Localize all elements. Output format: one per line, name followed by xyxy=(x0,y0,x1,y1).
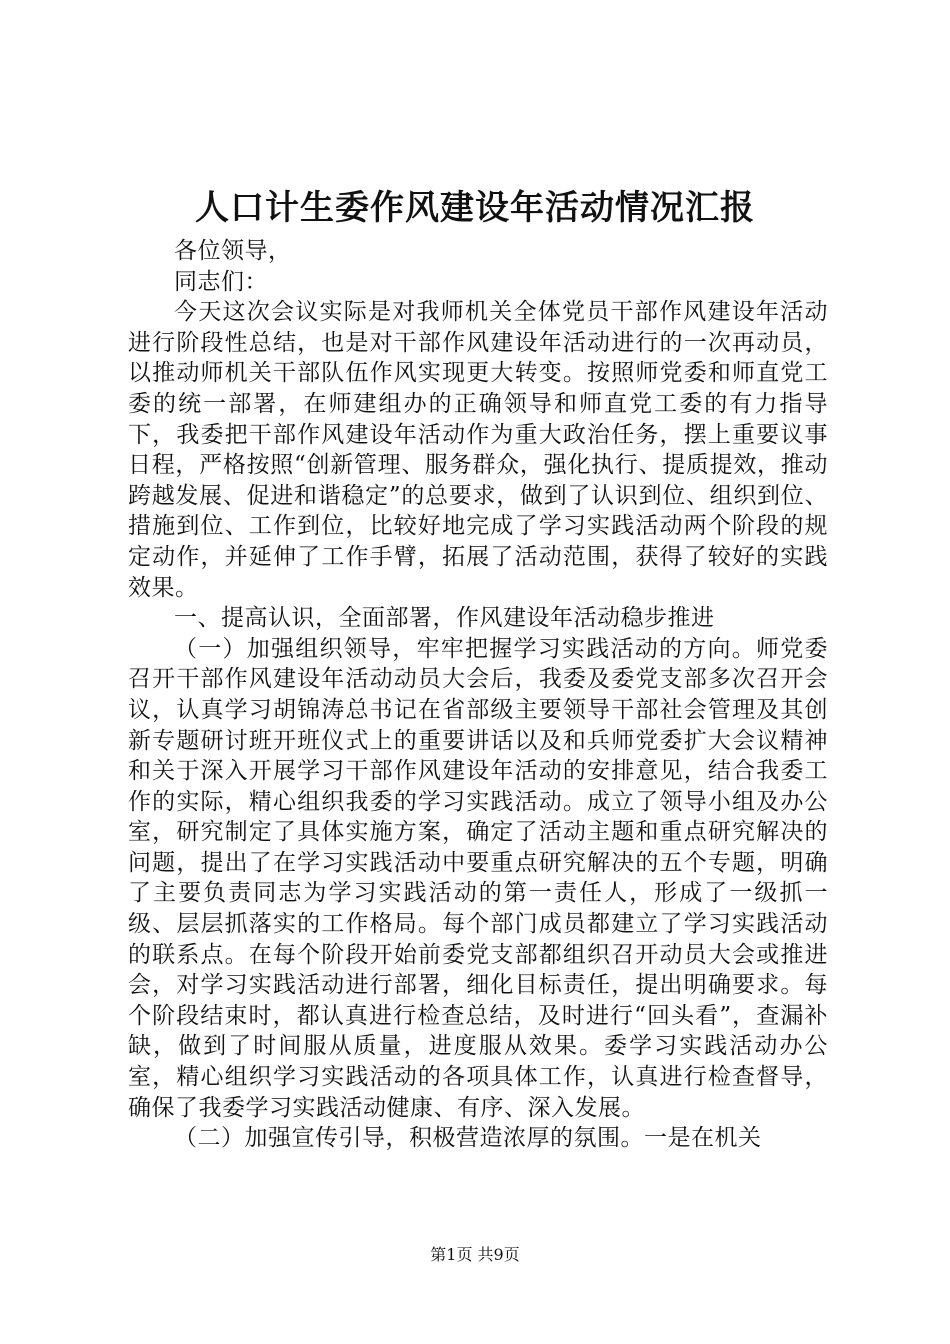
page-footer: 第1页 共9页 xyxy=(430,1245,520,1264)
section-1-heading: 一、提高认识，全面部署，作风建设年活动稳步推进 xyxy=(174,605,715,632)
document-body xyxy=(128,236,828,1154)
intro-paragraph: 今天这次会议实际是对我师机关全体党员干部作风建设年活动进行阶段性总结，也是对干部作风建设年活动进行的一次再动员，以推动师机关干部队伍作风实现更大转变。按照师党委和师直党工委的统一部署，在师建组办的正确领导和师直党工委的有力指导下，我委把干部作风建设年活动作为重大政治任务，摆上重要议事日程，严格按照“创新管理、服务群众，强化执行、提质提效，推动跨越发展、促进和谐稳定”的总要求，做到了认识到位、组织到位、措施到位、工作到位，比较好地完成了学习实践活动两个阶段的规定动作，并延伸了工作手臂，拓展了活动范围，获得了较好的实践效果。 xyxy=(128,299,828,601)
document-title: 人口计生委作风建设年活动情况汇报 xyxy=(195,188,755,228)
salutation-leaders: 各位领导， xyxy=(174,238,292,264)
section-1-2-paragraph: （二）加强宣传引导，积极营造浓厚的氛围。一是在机关 xyxy=(174,1125,762,1152)
section-1-1-paragraph: （一）加强组织领导，牢牢把握学习实践活动的方向。师党委召开干部作风建设年活动动员大会后，我委及委党支部多次召开会议，认真学习胡锦涛总书记在省部级主要领导干部社会管理及其创新专题研讨班开班仪式上的重要讲话以及和兵师党委扩大会议精神和关于深入开展学习干部作风建设年活动的安排意见，结合我委工作的实际，精心组织我委的学习实践活动。成立了领导小组及办公室，研究制定了具体实施方案，确定了活动主题和重点研究解决的问题，提出了在学习实践活动中要重点研究解决的五个专题，明确了主要负责同志为学习实践活动的第一责任人，形成了一级抓一级、层层抓落实的工作格局。每个部门成员都建立了学习实践活动的联系点。在每个阶段开始前委党支部都组织召开动员大会或推进会，对学习实践活动进行部署，细化目标责任，提出明确要求。每个阶段结束时，都认真进行检查总结，及时进行“回头看”，查漏补缺，做到了时间服从质量，进度服从效果。委学习实践活动办公室，精心组织学习实践活动的各项具体工作，认真进行检查督导，确保了我委学习实践活动健康、有序、深入发展。 xyxy=(128,635,828,1121)
salutation-comrades: 同志们： xyxy=(174,268,268,295)
